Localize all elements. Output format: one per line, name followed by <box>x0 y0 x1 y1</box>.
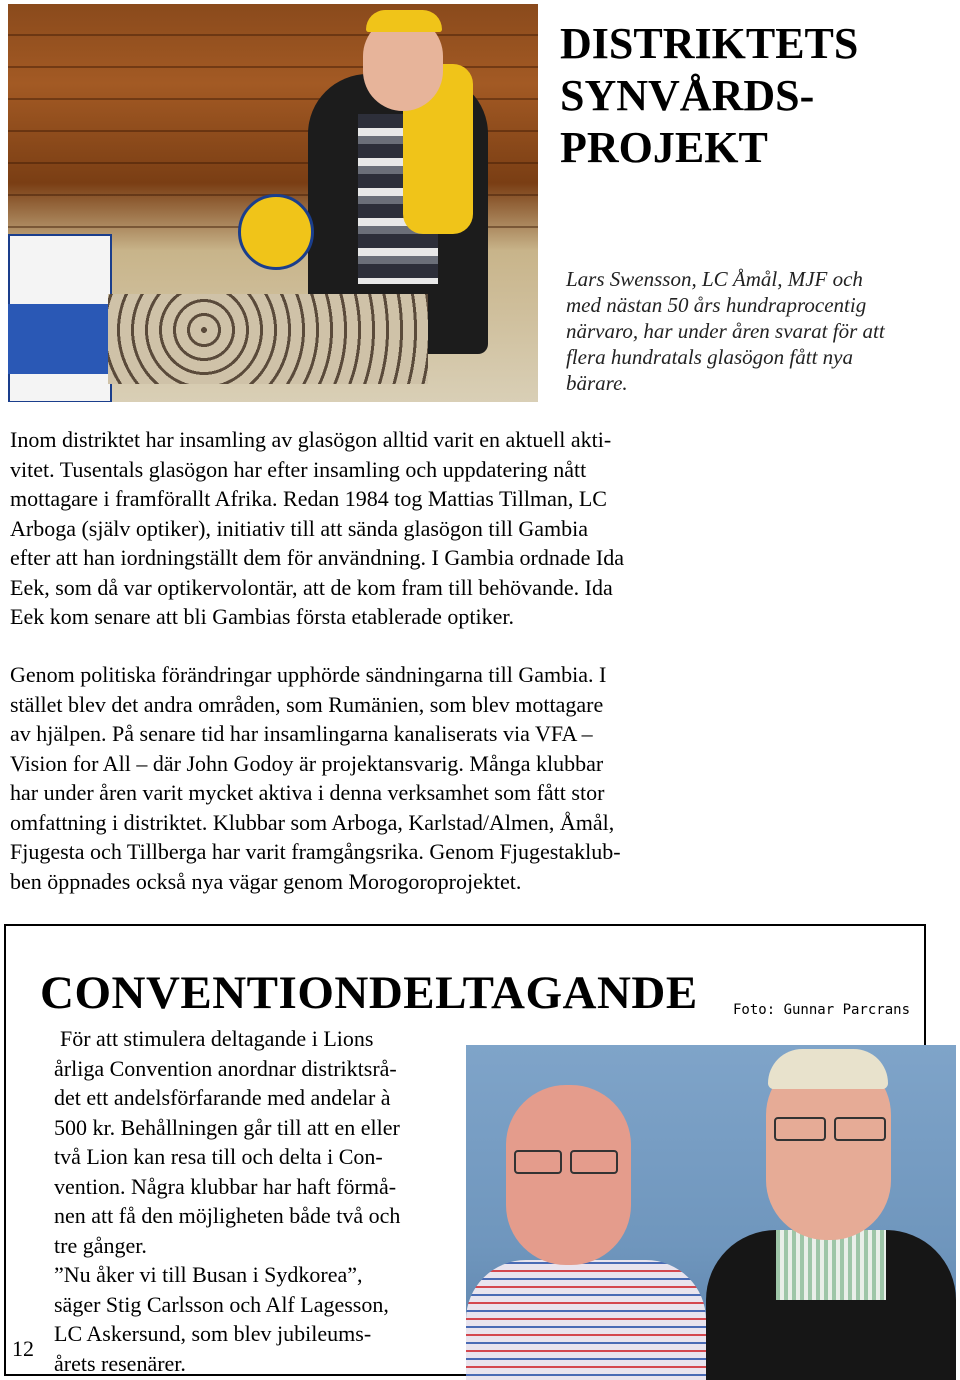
photo-caption: Lars Swensson, LC Åmål, MJF och med nästan 50 års hundraprocentig närvaro, har under åren svarat för att flera hundratals glasögon fått nya bärare. <box>566 267 885 395</box>
photo-credit: Foto: Gunnar Parcrans <box>733 1002 911 1018</box>
convention-paragraph: För att stimulera deltagande i Lions årliga Convention anordnar distriktsrå- det ett andelsförfarande med andelar à 500 kr. Behållningen går till att en eller två Lion kan resa till och delta i Con- vention. Några klubbar har haft förmå- nen att få den möjligheten både två och tre gånger. ”Nu åker vi till Busan i Sydkorea”, säger Stig Carlsson och Alf Lagesson, LC Askersund, som blev jubileums- årets resenärer. <box>54 1026 401 1376</box>
page-number: 12 <box>12 1336 34 1361</box>
photo-stig-carlsson-alf-lagesson <box>466 1045 956 1380</box>
article-title-synvardsprojekt: DISTRIKTETS SYNVÅRDS- PROJEKT <box>560 19 859 172</box>
article-title-conventiondeltagande: CONVENTIONDELTAGANDE <box>40 967 698 1019</box>
body-paragraph-1: Inom distriktet har insamling av glasögon alltid varit en aktuell akti- vitet. Tusentals glasögon har efter insamling och uppdatering nått mottagare i framförallt Afrika. Redan 1984 tog Mattias Tillman, LC Arboga (själv optiker), initiativ till att sända glasögon till Gambia efter att han iordningställt dem för användning. I Gambia ordnade Ida Eek, som då var optikervolontär, att de kom fram till behövande. Ida Eek kom senare att bli Gambias första etablerade optiker. <box>10 427 624 629</box>
body-paragraph-2: Genom politiska förändringar upphörde sändningarna till Gambia. I stället blev det andra områden, som Rumänien, som blev mottagare av hjälpen. På senare tid har insamlingarna kanaliserats via VFA – Vision for All – där John Godoy är projektansvarig. Många klubbar har under åren varit mycket aktiva i denna verksamhet som fått stor omfattning i distriktet. Klubbar som Arboga, Karlstad/Almen, Åmål, Fjugesta och Tillberga har varit framgångsrika. Genom Fjugestaklub- ben öppnades också nya vägar genom Morogoroprojektet. <box>10 662 621 894</box>
photo-lars-swensson-glasses <box>8 4 538 402</box>
